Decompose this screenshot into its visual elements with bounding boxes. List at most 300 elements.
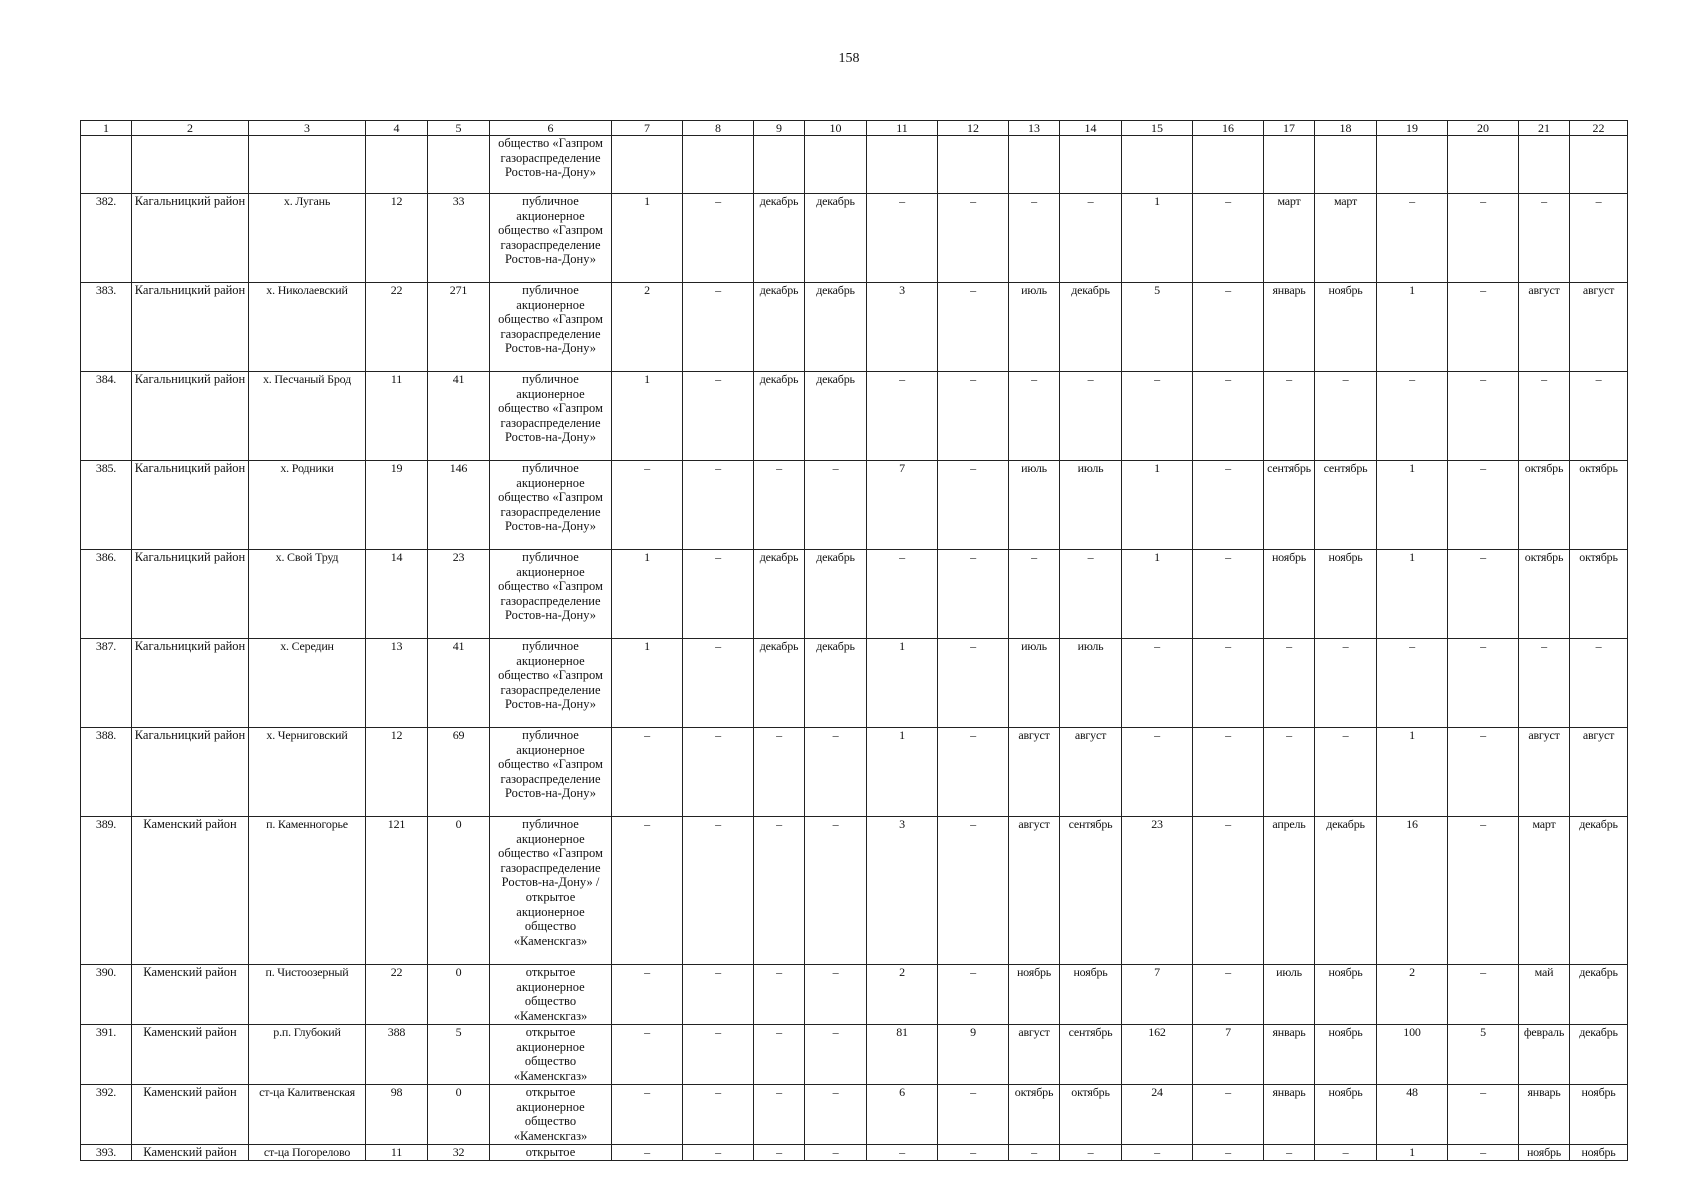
table-cell: 386. [81, 550, 132, 639]
table-cell: р.п. Глубокий [249, 1025, 366, 1085]
table-cell: сентябрь [1264, 461, 1315, 550]
table-cell: 1 [612, 372, 683, 461]
table-cell: – [1264, 1145, 1315, 1161]
table-cell: – [805, 1145, 867, 1161]
table-cell: июль [1060, 461, 1122, 550]
table-cell: ноябрь [1315, 965, 1377, 1025]
table-cell: 1 [1377, 1145, 1448, 1161]
table-cell: Кагальницкий район [132, 283, 249, 372]
table-cell: – [1448, 639, 1519, 728]
table-cell: открытое акционерное общество «Каменскгаз» [490, 965, 612, 1025]
table-cell: ноябрь [1315, 1085, 1377, 1145]
table-cell: – [754, 1085, 805, 1145]
table-cell: 1 [1122, 550, 1193, 639]
header-cell: 18 [1315, 121, 1377, 136]
table-cell: – [683, 1085, 754, 1145]
table-cell: 391. [81, 1025, 132, 1085]
table-cell: – [1193, 194, 1264, 283]
table-cell: 1 [1377, 728, 1448, 817]
table-cell: декабрь [1570, 1025, 1628, 1085]
table-cell: – [1377, 194, 1448, 283]
header-cell: 13 [1009, 121, 1060, 136]
table-cell: – [1315, 728, 1377, 817]
table-cell: октябрь [1519, 461, 1570, 550]
table-cell: х. Середин [249, 639, 366, 728]
table-cell: – [1315, 1145, 1377, 1161]
table-cell: 1 [1122, 194, 1193, 283]
table-cell: – [1448, 461, 1519, 550]
table-cell [612, 136, 683, 194]
table-cell: – [1377, 372, 1448, 461]
table-cell: – [1570, 194, 1628, 283]
table-cell: – [805, 461, 867, 550]
table-cell: Каменский район [132, 965, 249, 1025]
table-cell [366, 136, 428, 194]
table-cell: 1 [867, 639, 938, 728]
table-cell: – [938, 1085, 1009, 1145]
table-cell: 5 [1122, 283, 1193, 372]
table-cell: 2 [1377, 965, 1448, 1025]
table-cell: 12 [366, 194, 428, 283]
table-cell: декабрь [805, 194, 867, 283]
data-table [80, 120, 1628, 1161]
table-cell: – [1264, 639, 1315, 728]
table-cell: публичное акционерное общество «Газпром газораспределение Ростов-на-Дону» [490, 194, 612, 283]
table-cell: 387. [81, 639, 132, 728]
table-cell: 41 [428, 639, 490, 728]
table-cell: март [1315, 194, 1377, 283]
table-cell: ноябрь [1519, 1145, 1570, 1161]
table-cell: – [683, 194, 754, 283]
table-cell: – [1193, 372, 1264, 461]
table-cell: х. Песчаный Брод [249, 372, 366, 461]
table-cell: 33 [428, 194, 490, 283]
table-cell: Каменский район [132, 1145, 249, 1161]
table-cell: – [938, 372, 1009, 461]
table-cell: Кагальницкий район [132, 639, 249, 728]
table-cell: декабрь [805, 639, 867, 728]
table-cell: – [612, 1145, 683, 1161]
table-cell: 13 [366, 639, 428, 728]
table-cell: 100 [1377, 1025, 1448, 1085]
table-cell: август [1060, 728, 1122, 817]
table-cell: п. Каменногорье [249, 817, 366, 965]
table-cell: – [1570, 372, 1628, 461]
table-cell: открытое акционерное общество «Каменскгаз» [490, 1085, 612, 1145]
table-cell: Кагальницкий район [132, 194, 249, 283]
table-cell: 384. [81, 372, 132, 461]
header-cell: 10 [805, 121, 867, 136]
table-cell [683, 136, 754, 194]
table-cell: ноябрь [1315, 550, 1377, 639]
table-cell: открытое акционерное общество «Каменскгаз» [490, 1025, 612, 1085]
table-cell: – [683, 461, 754, 550]
table-cell: – [938, 550, 1009, 639]
table-cell: декабрь [754, 283, 805, 372]
table-cell: 9 [938, 1025, 1009, 1085]
table-cell: – [938, 817, 1009, 965]
table-cell: 1 [1377, 550, 1448, 639]
table-cell: 383. [81, 283, 132, 372]
table-cell [1315, 136, 1377, 194]
table-cell [1122, 136, 1193, 194]
table-cell: – [1193, 965, 1264, 1025]
table-cell: 0 [428, 817, 490, 965]
header-cell: 21 [1519, 121, 1570, 136]
table-cell: 271 [428, 283, 490, 372]
table-cell: – [683, 728, 754, 817]
table-cell: – [1448, 1145, 1519, 1161]
table-cell: – [1193, 461, 1264, 550]
table-cell: август [1009, 1025, 1060, 1085]
table-cell: январь [1264, 283, 1315, 372]
table-cell: 121 [366, 817, 428, 965]
table-cell: декабрь [805, 550, 867, 639]
table-cell: – [1060, 194, 1122, 283]
table-cell: декабрь [1570, 817, 1628, 965]
table-cell: 16 [1377, 817, 1448, 965]
table-cell: – [1122, 1145, 1193, 1161]
table-cell: август [1519, 283, 1570, 372]
table-cell: 385. [81, 461, 132, 550]
table-cell: июль [1009, 639, 1060, 728]
table-cell: август [1009, 817, 1060, 965]
table-cell: – [1193, 1085, 1264, 1145]
table-cell: 24 [1122, 1085, 1193, 1145]
table-body [81, 121, 1628, 1161]
table-cell: ноябрь [1315, 283, 1377, 372]
table-cell: 388 [366, 1025, 428, 1085]
table-cell: – [612, 965, 683, 1025]
table-cell: Кагальницкий район [132, 550, 249, 639]
table-cell: – [754, 1025, 805, 1085]
table-cell: публичное акционерное общество «Газпром газораспределение Ростов-на-Дону» [490, 728, 612, 817]
table-cell: декабрь [805, 372, 867, 461]
table-cell: декабрь [754, 372, 805, 461]
table-cell: 388. [81, 728, 132, 817]
table-cell: – [1448, 817, 1519, 965]
table-cell: – [754, 965, 805, 1025]
table-cell: 23 [428, 550, 490, 639]
table-cell: апрель [1264, 817, 1315, 965]
table-cell: – [1448, 194, 1519, 283]
table-cell: июль [1009, 283, 1060, 372]
table-cell: 7 [1122, 965, 1193, 1025]
table-cell: – [612, 1085, 683, 1145]
table-cell: Каменский район [132, 1085, 249, 1145]
table-cell: декабрь [1570, 965, 1628, 1025]
table-cell [249, 136, 366, 194]
table-cell: – [1193, 639, 1264, 728]
table-cell: – [1519, 639, 1570, 728]
table-cell: – [805, 1085, 867, 1145]
table-cell: 393. [81, 1145, 132, 1161]
table-row [81, 194, 1628, 283]
table-cell: – [1193, 817, 1264, 965]
table-row [81, 1025, 1628, 1085]
table-cell: – [754, 728, 805, 817]
table-cell [1264, 136, 1315, 194]
table-cell: 0 [428, 965, 490, 1025]
table-cell: – [1448, 728, 1519, 817]
table-cell: – [1060, 372, 1122, 461]
table-row [81, 639, 1628, 728]
page-number: 158 [838, 51, 860, 66]
table-row [81, 550, 1628, 639]
table-cell: – [1448, 965, 1519, 1025]
table-cell: х. Лугань [249, 194, 366, 283]
table-cell: март [1264, 194, 1315, 283]
table-cell: – [754, 461, 805, 550]
table-cell: х. Черниговский [249, 728, 366, 817]
table-cell: 11 [366, 1145, 428, 1161]
table-cell: – [805, 965, 867, 1025]
table-cell: октябрь [1060, 1085, 1122, 1145]
table-row [81, 817, 1628, 965]
table-cell: 48 [1377, 1085, 1448, 1145]
table-cell: – [867, 194, 938, 283]
table-cell: январь [1519, 1085, 1570, 1145]
table-cell: – [1122, 372, 1193, 461]
table-row [81, 965, 1628, 1025]
table-cell: – [938, 639, 1009, 728]
table-cell: сентябрь [1060, 817, 1122, 965]
table-cell: октябрь [1009, 1085, 1060, 1145]
table-cell: – [1060, 1145, 1122, 1161]
table-cell: 146 [428, 461, 490, 550]
table-cell: январь [1264, 1085, 1315, 1145]
table-cell: – [1264, 728, 1315, 817]
table-cell: – [805, 728, 867, 817]
table-cell: – [938, 1145, 1009, 1161]
header-cell: 8 [683, 121, 754, 136]
table-cell: ноябрь [1315, 1025, 1377, 1085]
header-cell: 4 [366, 121, 428, 136]
table-cell: май [1519, 965, 1570, 1025]
table-cell: – [867, 550, 938, 639]
table-cell: Кагальницкий район [132, 461, 249, 550]
table-cell [867, 136, 938, 194]
table-cell: 2 [612, 283, 683, 372]
table-cell: – [612, 728, 683, 817]
table-cell: – [612, 461, 683, 550]
table-cell: – [1193, 1145, 1264, 1161]
table-cell: 69 [428, 728, 490, 817]
header-cell: 5 [428, 121, 490, 136]
table-cell: 11 [366, 372, 428, 461]
table-cell: 1 [612, 639, 683, 728]
table-cell: – [1448, 372, 1519, 461]
table-cell [132, 136, 249, 194]
table-cell: ноябрь [1060, 965, 1122, 1025]
table-cell: – [938, 283, 1009, 372]
table-cell: 23 [1122, 817, 1193, 965]
table-cell: декабрь [805, 283, 867, 372]
table-cell: 1 [1122, 461, 1193, 550]
table-cell: август [1519, 728, 1570, 817]
table-cell: 98 [366, 1085, 428, 1145]
header-cell: 1 [81, 121, 132, 136]
table-cell: 389. [81, 817, 132, 965]
table-cell [428, 136, 490, 194]
table-cell: 7 [1193, 1025, 1264, 1085]
table-row [81, 372, 1628, 461]
table-cell: июль [1009, 461, 1060, 550]
table-cell: 22 [366, 965, 428, 1025]
table-cell: 19 [366, 461, 428, 550]
table-cell: – [683, 1145, 754, 1161]
table-cell: – [683, 1025, 754, 1085]
table-cell: декабрь [1060, 283, 1122, 372]
table-row [81, 461, 1628, 550]
table-cell: декабрь [754, 194, 805, 283]
table-cell: ст-ца Погорелово [249, 1145, 366, 1161]
header-cell: 17 [1264, 121, 1315, 136]
table-cell: – [683, 550, 754, 639]
table-cell: – [1193, 283, 1264, 372]
table-row [81, 1145, 1628, 1161]
table-cell [1448, 136, 1519, 194]
table-cell: – [1519, 372, 1570, 461]
table-row [81, 283, 1628, 372]
table-cell: – [683, 639, 754, 728]
table-cell: Каменский район [132, 1025, 249, 1085]
table-cell: публичное акционерное общество «Газпром газораспределение Ростов-на-Дону» [490, 461, 612, 550]
table-cell: август [1570, 728, 1628, 817]
table-cell: март [1519, 817, 1570, 965]
table-cell: – [1009, 550, 1060, 639]
table-cell: сентябрь [1315, 461, 1377, 550]
table-cell: 22 [366, 283, 428, 372]
table-cell [1060, 136, 1122, 194]
table-cell: – [1009, 194, 1060, 283]
table-cell: х. Николаевский [249, 283, 366, 372]
table-cell: – [1315, 372, 1377, 461]
table-cell [1377, 136, 1448, 194]
table-cell: 1 [867, 728, 938, 817]
table-cell: открытое [490, 1145, 612, 1161]
table-cell [1519, 136, 1570, 194]
table-cell: 41 [428, 372, 490, 461]
table-cell: – [683, 372, 754, 461]
table-cell: октябрь [1519, 550, 1570, 639]
table-cell: х. Свой Труд [249, 550, 366, 639]
table-cell: ноябрь [1570, 1145, 1628, 1161]
table-row [81, 136, 1628, 194]
table-cell: Кагальницкий район [132, 728, 249, 817]
table-cell: ст-ца Калитвенская [249, 1085, 366, 1145]
header-cell: 22 [1570, 121, 1628, 136]
table-cell: 162 [1122, 1025, 1193, 1085]
table-cell: 1 [612, 550, 683, 639]
table-cell: – [805, 1025, 867, 1085]
table-cell [1193, 136, 1264, 194]
table-cell: – [683, 965, 754, 1025]
table-cell: – [867, 372, 938, 461]
table-cell: декабрь [754, 639, 805, 728]
table-cell: Кагальницкий район [132, 372, 249, 461]
header-cell: 2 [132, 121, 249, 136]
table-cell: 12 [366, 728, 428, 817]
table-cell: публичное акционерное общество «Газпром газораспределение Ростов-на-Дону» [490, 283, 612, 372]
table-row [81, 728, 1628, 817]
table-cell: публичное акционерное общество «Газпром газораспределение Ростов-на-Дону» [490, 372, 612, 461]
header-cell: 3 [249, 121, 366, 136]
table-cell: – [1570, 639, 1628, 728]
table-cell: – [1009, 1145, 1060, 1161]
table-cell: х. Родники [249, 461, 366, 550]
header-cell: 12 [938, 121, 1009, 136]
table-cell: 2 [867, 965, 938, 1025]
table-cell: 14 [366, 550, 428, 639]
table-cell: 3 [867, 817, 938, 965]
table-cell: август [1570, 283, 1628, 372]
table-cell: – [683, 283, 754, 372]
table-cell: – [805, 817, 867, 965]
header-cell: 16 [1193, 121, 1264, 136]
header-cell: 9 [754, 121, 805, 136]
table-cell: Каменский район [132, 817, 249, 965]
table-cell: февраль [1519, 1025, 1570, 1085]
header-cell: 7 [612, 121, 683, 136]
table-cell: общество «Газпром газораспределение Ростов-на-Дону» [490, 136, 612, 194]
table-cell: декабрь [1315, 817, 1377, 965]
header-cell: 14 [1060, 121, 1122, 136]
table-cell: – [1009, 372, 1060, 461]
table-cell: – [938, 194, 1009, 283]
table-cell: декабрь [754, 550, 805, 639]
table-cell: – [1448, 550, 1519, 639]
table-cell: сентябрь [1060, 1025, 1122, 1085]
table-cell: публичное акционерное общество «Газпром газораспределение Ростов-на-Дону» / открытое акционерное общество «Каменскгаз» [490, 817, 612, 965]
table-cell: ноябрь [1264, 550, 1315, 639]
table-cell: август [1009, 728, 1060, 817]
table-cell: – [1315, 639, 1377, 728]
table-cell: – [938, 461, 1009, 550]
table-cell: – [1448, 1085, 1519, 1145]
table-cell: июль [1060, 639, 1122, 728]
table-cell: 5 [1448, 1025, 1519, 1085]
table-cell: – [1264, 372, 1315, 461]
table-cell: – [1448, 283, 1519, 372]
table-cell: – [1122, 728, 1193, 817]
table-cell: 390. [81, 965, 132, 1025]
table-cell: п. Чистоозерный [249, 965, 366, 1025]
table-cell: июль [1264, 965, 1315, 1025]
table-cell: – [683, 817, 754, 965]
table-cell: – [754, 1145, 805, 1161]
header-cell: 15 [1122, 121, 1193, 136]
table-cell: ноябрь [1009, 965, 1060, 1025]
table-cell: – [1377, 639, 1448, 728]
table-cell: – [938, 965, 1009, 1025]
table-cell [938, 136, 1009, 194]
table-cell: 7 [867, 461, 938, 550]
table-cell: 32 [428, 1145, 490, 1161]
table-cell: январь [1264, 1025, 1315, 1085]
table-cell: 6 [867, 1085, 938, 1145]
table-cell: 81 [867, 1025, 938, 1085]
table-cell: октябрь [1570, 550, 1628, 639]
table-cell: 382. [81, 194, 132, 283]
table-cell: ноябрь [1570, 1085, 1628, 1145]
table-cell: – [612, 1025, 683, 1085]
table-cell: – [938, 728, 1009, 817]
table-cell: 0 [428, 1085, 490, 1145]
table-cell [1570, 136, 1628, 194]
header-cell: 11 [867, 121, 938, 136]
table-cell: 1 [612, 194, 683, 283]
